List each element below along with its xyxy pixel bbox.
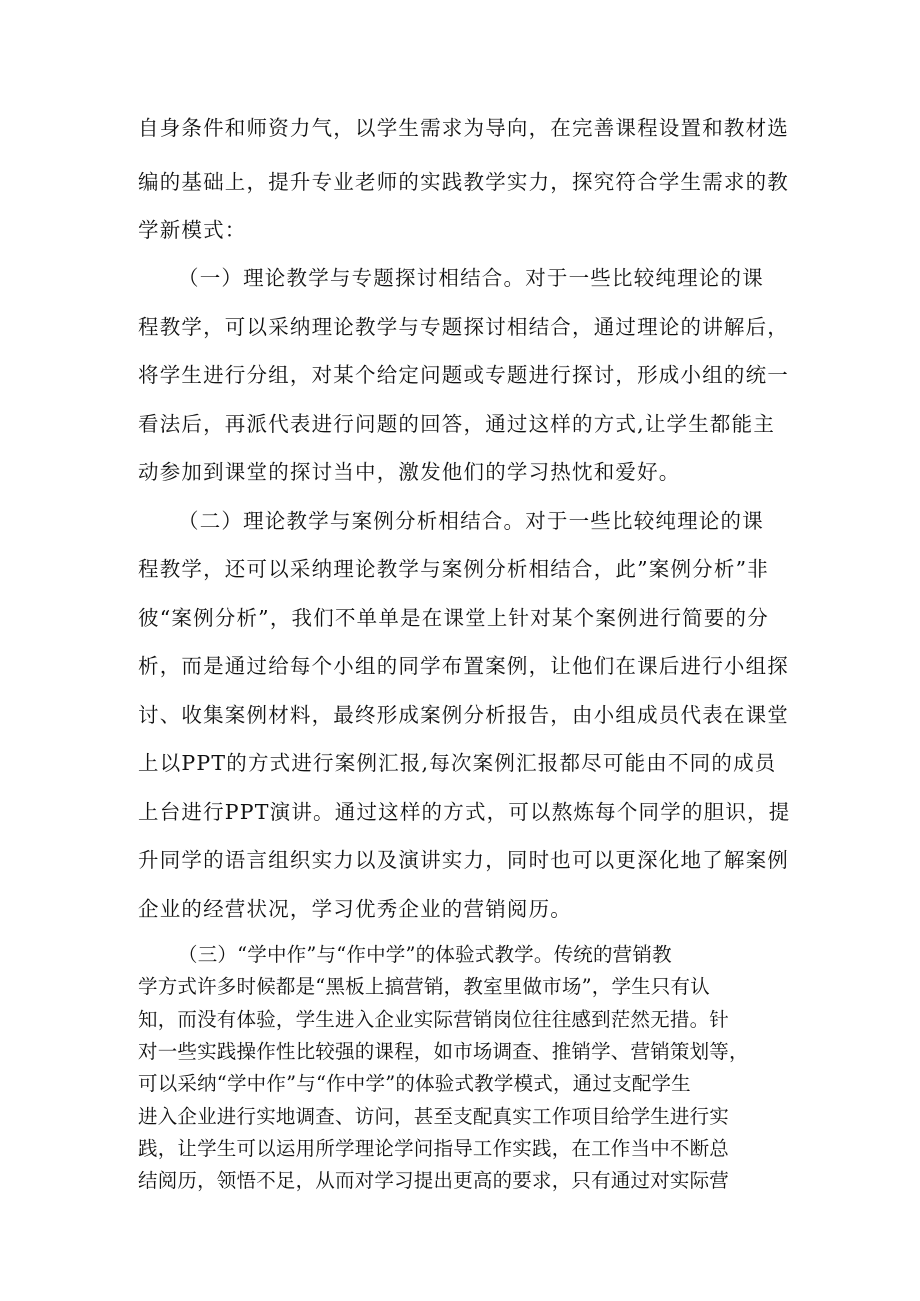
text-line: 彼“案例分析”，我们不单单是在课堂上针对某个案例进行简要的分 xyxy=(138,606,769,630)
text-line: 编的基础上，提升专业老师的实践教学实力，探究符合学生需求的教 xyxy=(138,170,789,194)
text-line: 进入企业进行实地调查、访问，甚至支配真实工作项目给学生进行实 xyxy=(138,1105,730,1128)
text-line: 上台进行PPT演讲。通过这样的方式，可以熬炼每个同学的胆识，提 xyxy=(138,800,791,824)
text-line: 看法后，再派代表进行问题的回答，通过这样的方式,让学生都能主 xyxy=(138,412,776,436)
text-line: 企业的经营状况，学习优秀企业的营销阅历。 xyxy=(138,897,572,921)
text-line: 讨、收集案例材料，最终形成案例分析报告，由小组成员代表在课堂 xyxy=(138,703,789,727)
text-line: 升同学的语言组织实力以及演讲实力，同时也可以更深化地了解案例 xyxy=(138,848,789,872)
text-line: （三）“学中作”与“作中学”的体验式教学。传统的营销教 xyxy=(178,943,672,966)
text-line: 结阅历，领悟不足，从而对学习提出更高的要求，只有通过对实际营 xyxy=(138,1169,730,1192)
text-line: 可以采纳“学中作”与“作中学”的体验式教学模式，通过支配学生 xyxy=(138,1072,691,1095)
text-line: 析，而是通过给每个小组的同学布置案例，让他们在课后进行小组探 xyxy=(138,654,789,678)
text-line: 学新模式： xyxy=(138,218,247,242)
text-line: 上以PPT的方式进行案例汇报,每次案例汇报都尽可能由不同的成员 xyxy=(138,751,777,775)
text-line: （二）理论教学与案例分析相结合。对于一些比较纯理论的课 xyxy=(178,509,764,533)
text-line: 程教学，还可以采纳理论教学与案例分析相结合，此”案例分析”非 xyxy=(138,557,769,581)
text-line: 动参加到课堂的探讨当中，激发他们的学习热忱和爱好。 xyxy=(138,460,681,484)
text-line: 学方式许多时候都是“黑板上搞营销，教室里做市场”，学生只有认 xyxy=(138,975,710,998)
text-line: 程教学，可以采纳理论教学与专题探讨相结合，通过理论的讲解后， xyxy=(138,315,789,339)
text-line: 对一些实践操作性比较强的课程，如市场调查、推销学、营销策划等， xyxy=(138,1040,749,1063)
text-line: 将学生进行分组，对某个给定问题或专题进行探讨，形成小组的统一 xyxy=(138,363,789,387)
text-line: （一）理论教学与专题探讨相结合。对于一些比较纯理论的课 xyxy=(178,266,764,290)
text-line: 践，让学生可以运用所学理论学问指导工作实践，在工作当中不断总 xyxy=(138,1137,730,1160)
text-line: 自身条件和师资力气，以学生需求为导向，在完善课程设置和教材选 xyxy=(138,116,789,140)
text-line: 知，而没有体验，学生进入企业实际营销岗位往往感到茫然无措。针 xyxy=(138,1008,730,1031)
